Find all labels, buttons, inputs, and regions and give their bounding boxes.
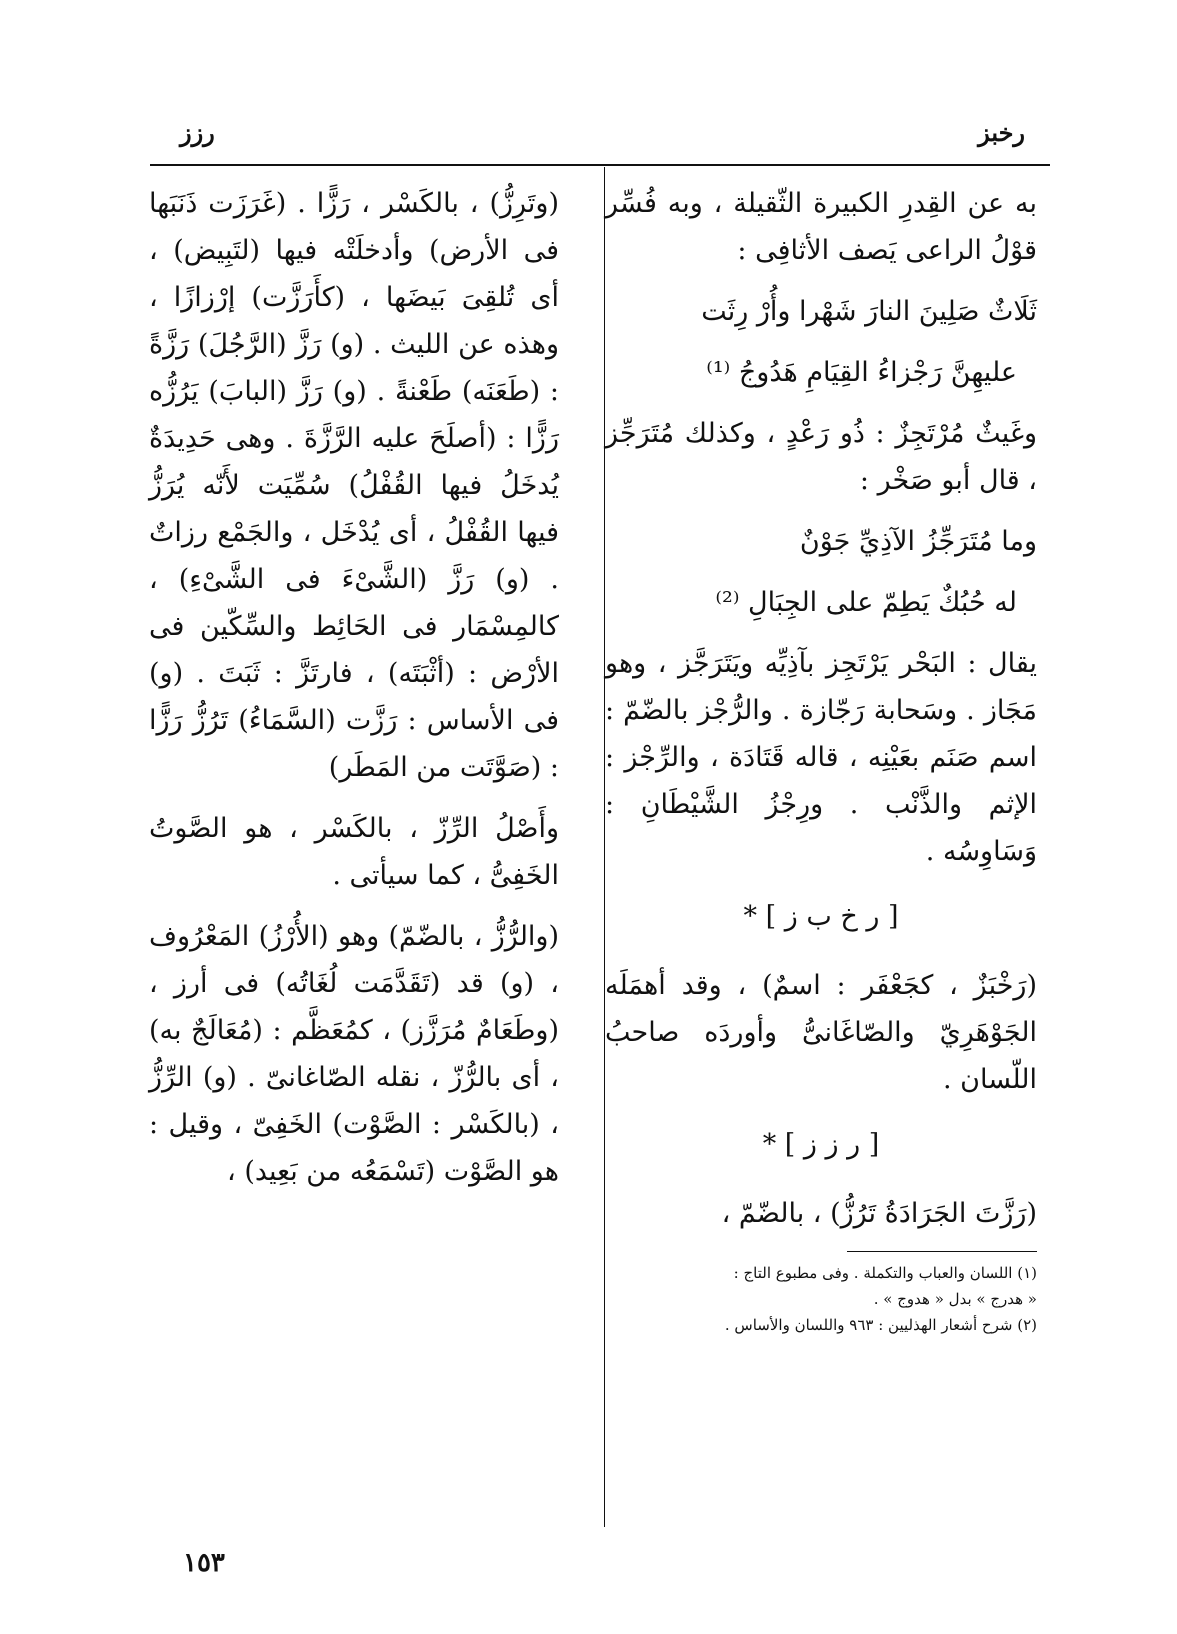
entry-heading: [ ر ز ز ] * (762, 1129, 880, 1160)
left-column (149, 180, 559, 1209)
paragraph: وغَيثٌ مُرْتَجِزٌ : ذُو رَعْدٍ ، وكذلك مُتَرَجِّز ، قال أبو صَخْر : (605, 418, 1037, 496)
footnote: (٢) شرح أشعار الهذليين : ٩٦٣ واللسان والأساس . (724, 1316, 1037, 1334)
paragraph: (رَزَّتَ الجَرَادَةُ تَرُزُّ) ، بالضّمّ ، (721, 1198, 1037, 1229)
verse-line: له حُبُكٌ يَطِمّ على الجِبَالِ ⁽²⁾ (715, 587, 1017, 618)
page-number: ١٥٣ (183, 1548, 225, 1578)
footnotes (605, 1260, 1037, 1338)
verse-line: عليهِنَّ رَجْزاءُ القِيَامِ هَدُوجُ ⁽¹⁾ (706, 357, 1017, 388)
footnote: « هدرج » بدل « هدوج » . (873, 1290, 1037, 1308)
header-rule (150, 164, 1050, 166)
paragraph: يقال : البَحْر يَرْتَجِز بآذِيِّه ويَتَرَجَّز ، وهو مَجَاز . وسَحابة رَجّازة . والرُّجْز بالضّمّ : اسم صَنَم بعَيْنِه ، قاله قَتَادَة ، والرِّجْز : الإثم والذَّنْب . ورِجْزُ الشَّيْطَانِ : وَسَاوِسُه . (605, 648, 1037, 867)
entry-heading: [ ر خ ب ز ] * (743, 901, 899, 932)
verse-line: وما مُتَرَجِّزُ الآذِيِّ جَوْنٌ (799, 526, 1037, 557)
paragraph: به عن القِدرِ الكبيرة الثّقيلة ، وبه فُسِّر قوْلُ الراعى يَصف الأثافِى : (605, 188, 1037, 266)
paragraph: (وتَرِزُّ) ، بالكَسْر ، رَزًّا . (غَرَزَت ذَنَبَها فى الأرض) وأدخلَتْه فيها (لتَبِيض) ، أى تُلقِىَ بَيضَها ، (كأَرَزَّت) إرْزازًا ، وهذه عن الليث . (و) رَزَّ (الرَّجُلَ) رَزَّةً : (طَعَنَه) طَعْنةً . (و) رَزَّ (البابَ) يَرُزُّه رَزًّا : (أصلَحَ عليه الرَّزَّةَ . وهى حَدِيدَةٌ يُدخَلُ فيها القُفْلُ) سُمِّيَت لأَنّه يُرَزُّ فيها القُفْلُ ، أى يُدْخَل ، والجَمْع رزاتٌ . (و) رَزَّ (الشَّىْءَ فى الشَّىْءِ) ، كالمِسْمَار فى الحَائِط والسِّكّين فى الأرْض : (أثْبَتَه) ، فارتَزَّ : ثَبَتَ . (و) فى الأساس : رَزَّت (السَّمَاءُ) تَرُزُّ رَزًّا : (صَوَّتَت من المَطَر) (149, 188, 559, 783)
verse-line: ثَلَاثٌ صَلِينَ النارَ شَهْرا وأُرْ رِثَت (701, 296, 1037, 327)
paragraph: (رَخْبَزٌ ، كجَعْفَر : اسمٌ) ، وقد أهمَلَه الجَوْهَرِيّ والصّاغَانىُّ وأوردَه صاحبُ اللّسان . (605, 970, 1037, 1095)
running-header-left: رزز (180, 118, 215, 147)
right-column (605, 180, 1037, 1338)
footnote-rule (847, 1251, 1037, 1252)
paragraph: وأَصْلُ الرِّزّ ، بالكَسْر ، هو الصَّوتُ الخَفِىُّ ، كما سيأتى . (149, 813, 559, 891)
paragraph: (والرُّزُّ ، بالضّمّ) وهو (الأُرْزُ) المَعْرُوف ، (و) قد (تَقَدَّمَت لُغَاتُه) فى أرز ، (وطَعَامٌ مُرَزَّز) ، كمُعَظَّم : (مُعَالَجٌ به) ، أى بالرُّزّ ، نقله الصّاغانىّ . (و) الرِّزُّ ، (بالكَسْر : الصَّوْت) الخَفِىّ ، وقيل : هو الصَّوْت (تَسْمَعُه من بَعِيد) ، (149, 921, 559, 1187)
running-header-right: رخبز (978, 118, 1025, 147)
footnote: (١) اللسان والعباب والتكملة . وفى مطبوع التاج : (733, 1264, 1037, 1282)
